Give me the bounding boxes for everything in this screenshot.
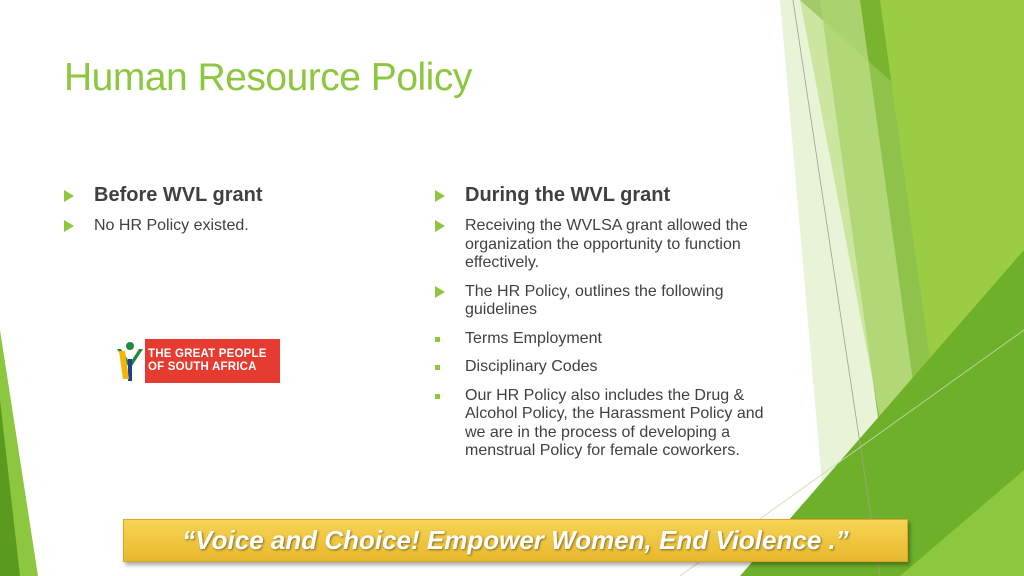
person-figure-icon xyxy=(115,339,145,383)
left-heading-item xyxy=(64,184,364,207)
right-sub-item xyxy=(435,387,780,461)
right-sub-item-text: Terms Employment xyxy=(465,329,602,347)
right-item-text: The HR Policy, outlines the following guidelines xyxy=(465,282,724,318)
logo-text xyxy=(145,348,267,374)
square-bullet-icon xyxy=(435,337,440,342)
square-bullet-icon xyxy=(435,365,440,370)
logo-figure-icon xyxy=(115,339,145,383)
right-column xyxy=(435,184,780,461)
left-item-text: No HR Policy existed. xyxy=(94,217,249,234)
great-people-logo xyxy=(115,339,280,383)
right-sub-item-text: Our HR Policy also includes the Drug & Alcohol Policy, the Harassment Policy and we are in the process of developing a menstrual Policy for female coworkers. xyxy=(465,386,764,459)
triangle-bullet-icon xyxy=(435,286,445,298)
slogan-text: “Voice and Choice! Empower Women, End Violence .” xyxy=(182,525,849,555)
left-heading: Before WVL grant xyxy=(94,184,263,206)
square-bullet-icon xyxy=(435,394,440,399)
left-column xyxy=(64,184,364,236)
right-sub-item xyxy=(435,358,780,377)
logo-line-2: OF SOUTH AFRICA xyxy=(148,361,257,373)
slide-title: Human Resource Policy xyxy=(64,56,472,99)
right-sub-item-text: Disciplinary Codes xyxy=(465,358,598,375)
logo-line-1: THE GREAT PEOPLE xyxy=(148,348,267,360)
right-heading-item xyxy=(435,184,780,207)
triangle-bullet-icon xyxy=(435,220,445,232)
slogan-banner xyxy=(123,519,908,562)
left-list-item xyxy=(64,217,364,236)
triangle-bullet-icon xyxy=(64,190,74,202)
right-list-item xyxy=(435,283,780,320)
right-sub-item xyxy=(435,330,780,349)
right-item-text: Receiving the WVLSA grant allowed the organization the opportunity to function effectively. xyxy=(465,217,748,271)
right-list-item xyxy=(435,217,780,273)
right-heading: During the WVL grant xyxy=(465,184,671,206)
triangle-bullet-icon xyxy=(64,220,74,232)
triangle-bullet-icon xyxy=(435,190,445,202)
